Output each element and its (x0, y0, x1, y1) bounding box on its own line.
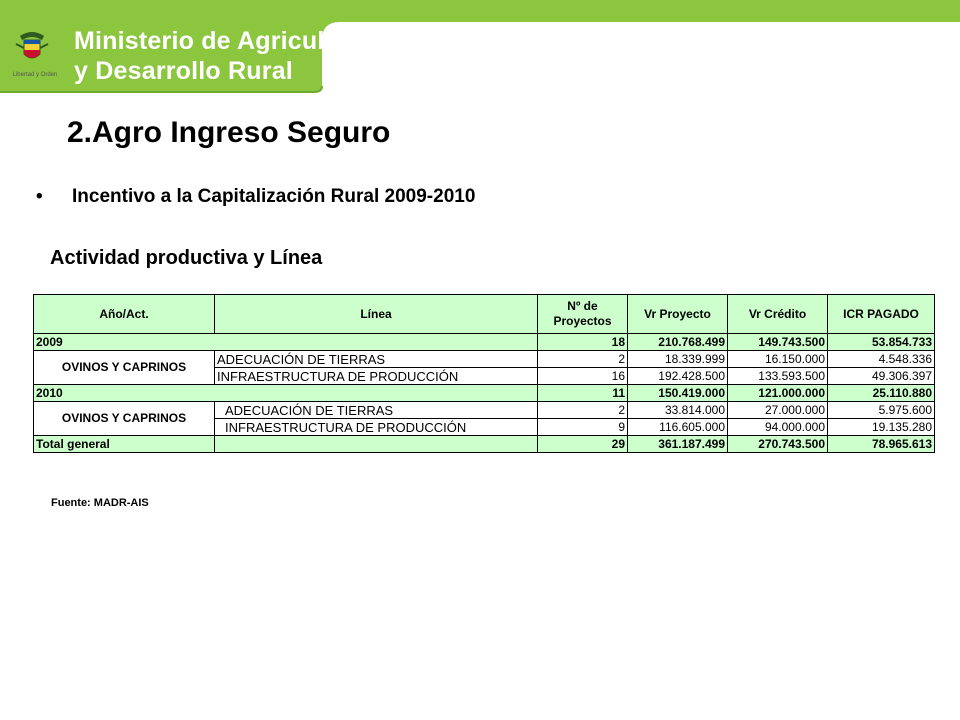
total-row (34, 436, 935, 453)
year-cell: 2010 (34, 385, 538, 402)
project-value-cell: 150.419.000 (628, 385, 728, 402)
page-title (48, 116, 390, 150)
project-value-cell: 192.428.500 (628, 368, 728, 385)
activity-cell: OVINOS Y CAPRINOS (34, 402, 215, 436)
credit-value-cell: 16.150.000 (728, 351, 828, 368)
bullet-item (36, 186, 475, 208)
icr-cell: 25.110.880 (828, 385, 935, 402)
header-bar (0, 0, 960, 98)
icr-cell: 4.548.336 (828, 351, 935, 368)
credit-value-cell: 270.743.500 (728, 436, 828, 453)
credit-value-cell: 149.743.500 (728, 334, 828, 351)
data-table (33, 294, 935, 453)
icr-cell: 19.135.280 (828, 419, 935, 436)
credit-value-cell: 133.593.500 (728, 368, 828, 385)
total-label-cell: Total general (34, 436, 215, 453)
projects-cell: 29 (538, 436, 628, 453)
col-header-year: Año/Act. (34, 295, 215, 334)
line-cell: ADECUACIÓN DE TIERRAS (215, 402, 538, 419)
project-value-cell: 210.768.499 (628, 334, 728, 351)
col-header-projects: Nº de Proyectos (538, 295, 628, 334)
col-header-line: Línea (215, 295, 538, 334)
total-empty-cell (215, 436, 538, 453)
table-row (34, 351, 935, 368)
projects-cell: 9 (538, 419, 628, 436)
title-number: 2. (66, 116, 92, 149)
line-cell: INFRAESTRUCTURA DE PRODUCCIÓN (215, 419, 538, 436)
ministry-name (74, 26, 373, 86)
credit-value-cell: 27.000.000 (728, 402, 828, 419)
col-header-icr: ICR PAGADO (828, 295, 935, 334)
year-cell: 2009 (34, 334, 538, 351)
ministry-line-1: Ministerio de Agricultura (74, 27, 373, 55)
projects-cell: 2 (538, 351, 628, 368)
bullet-symbol: • (36, 186, 43, 207)
table-row (34, 402, 935, 419)
line-cell: ADECUACIÓN DE TIERRAS (215, 351, 538, 368)
section-subtitle: Actividad productiva y Línea (50, 247, 323, 269)
header-row (34, 295, 935, 334)
project-value-cell: 33.814.000 (628, 402, 728, 419)
projects-cell: 18 (538, 334, 628, 351)
projects-cell: 16 (538, 368, 628, 385)
col-header-project-value: Vr Proyecto (628, 295, 728, 334)
motto: Libertad y Orden (12, 72, 58, 78)
credit-value-cell: 121.000.000 (728, 385, 828, 402)
year-row-2009 (34, 334, 935, 351)
project-value-cell: 18.339.999 (628, 351, 728, 368)
ministry-line-2: y Desarrollo Rural (74, 57, 293, 85)
icr-cell: 53.854.733 (828, 334, 935, 351)
projects-cell: 11 (538, 385, 628, 402)
projects-cell: 2 (538, 402, 628, 419)
project-value-cell: 116.605.000 (628, 419, 728, 436)
year-row-2010 (34, 385, 935, 402)
title-text: Agro Ingreso Seguro (92, 116, 391, 149)
icr-cell: 78.965.613 (828, 436, 935, 453)
col-header-credit-value: Vr Crédito (728, 295, 828, 334)
coat-of-arms-icon (12, 28, 52, 68)
activity-cell: OVINOS Y CAPRINOS (34, 351, 215, 385)
project-value-cell: 361.187.499 (628, 436, 728, 453)
bullet-text: Incentivo a la Capitalización Rural 2009-2010 (72, 186, 476, 207)
icr-cell: 49.306.397 (828, 368, 935, 385)
credit-value-cell: 94.000.000 (728, 419, 828, 436)
source-note: Fuente: MADR-AIS (51, 497, 149, 509)
icr-cell: 5.975.600 (828, 402, 935, 419)
line-cell: INFRAESTRUCTURA DE PRODUCCIÓN (215, 368, 538, 385)
